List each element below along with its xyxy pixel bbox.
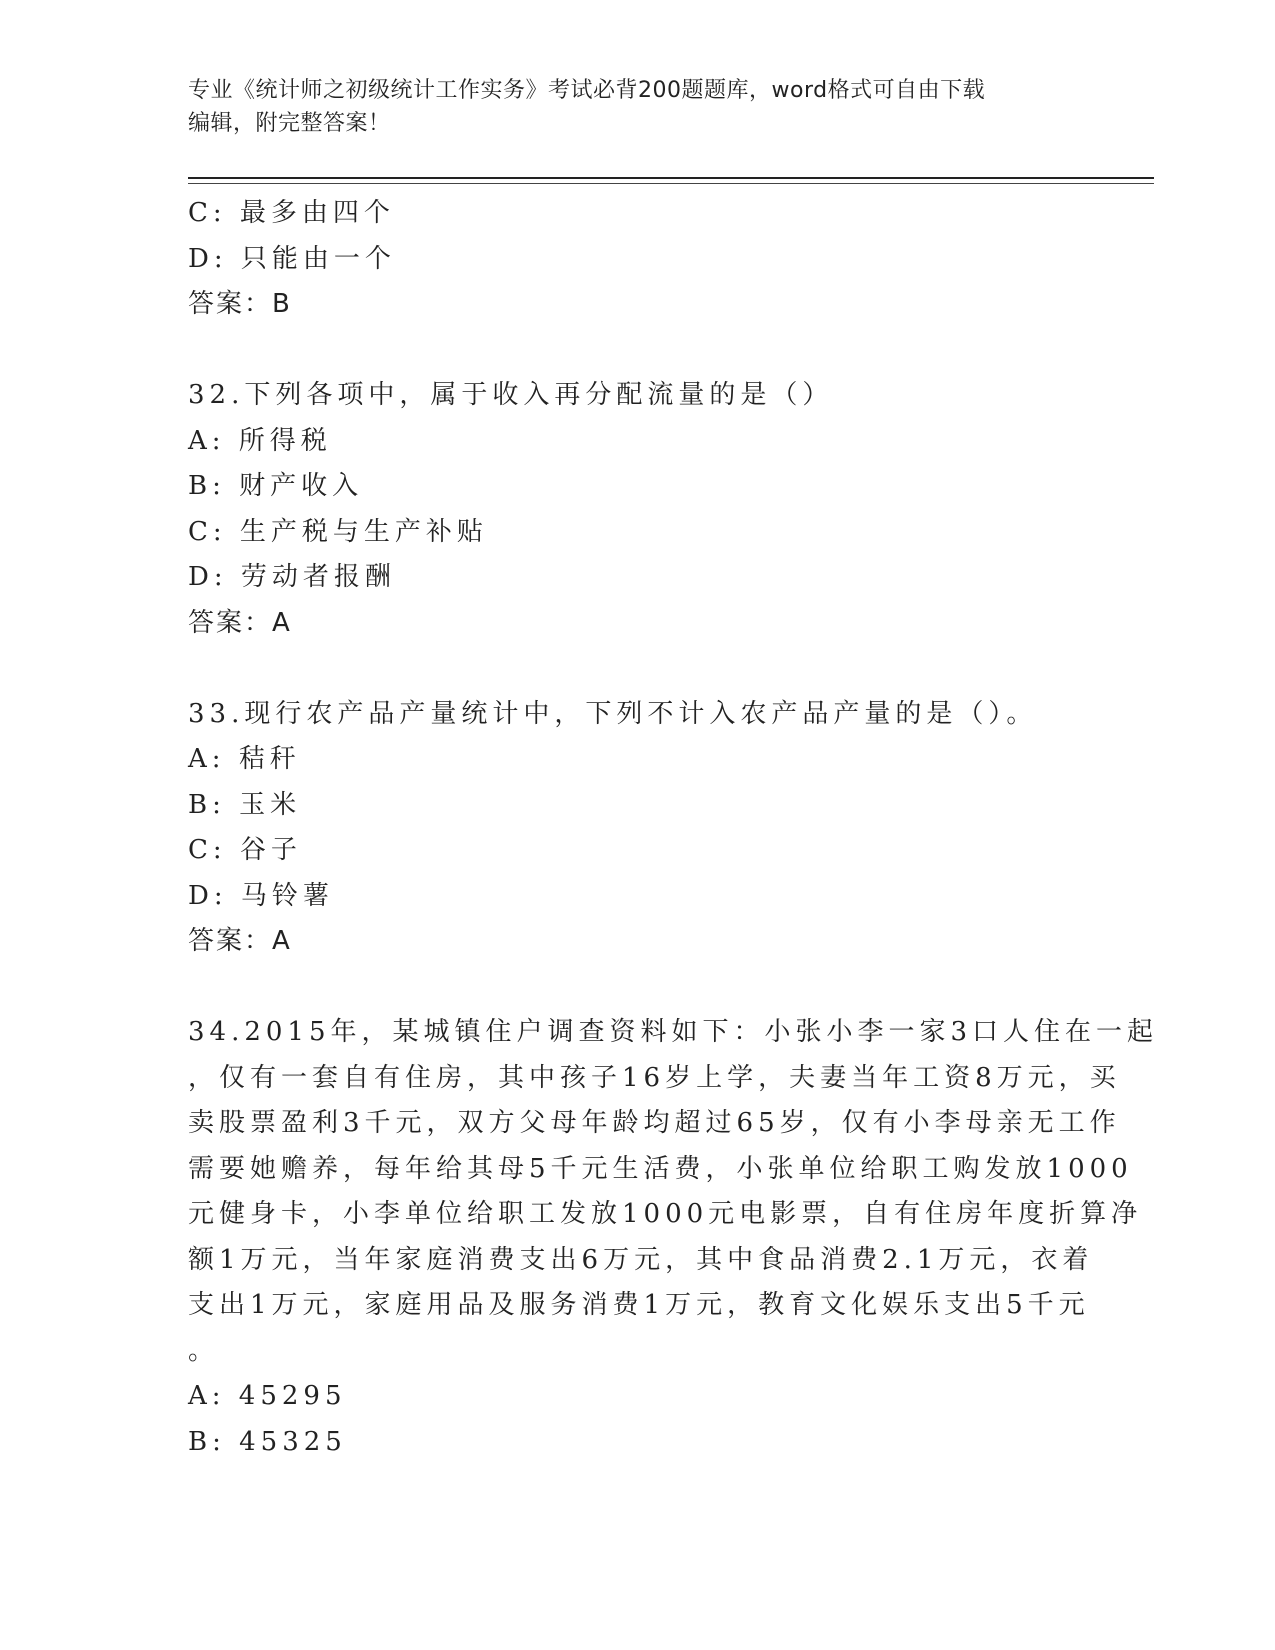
question-content [188,191,1159,1465]
option-a: A: 所得税 [188,425,332,456]
option-b: B: 玉米 [188,789,302,820]
option-c: C: 谷子 [188,835,302,865]
answer: 答案：B [188,289,292,319]
question-text: 32.下列各项中，属于收入再分配流量的是（） [188,380,834,410]
question-text-line: ，仅有一套自有住房，其中孩子16岁上学，夫妻当年工资8万元，买 [188,1062,1121,1093]
question-31-tail [188,191,1088,328]
question-33 [188,692,1088,965]
question-text-line: 需要她赡养，每年给其母5千元生活费，小张单位给职工购发放1000 [188,1153,1133,1184]
option-b: B: 财产收入 [188,471,364,501]
option-b: B: 45325 [188,1426,347,1457]
option-c: C: 生产税与生产补贴 [188,516,488,547]
question-34 [188,1010,1159,1465]
option-a: A: 45295 [188,1381,347,1411]
question-text: 33.现行农产品产量统计中，下列不计入农产品产量的是（）。 [188,698,1038,729]
question-text-line: 。 [188,1335,220,1366]
spacer [188,328,1088,374]
document-header [188,74,1068,140]
question-text-line: 34.2015年，某城镇住户调查资料如下：小张小李一家3口人住在一起 [188,1017,1159,1047]
spacer [188,646,1088,692]
question-text-line: 卖股票盈利3千元，双方父母年龄均超过65岁，仅有小李母亲无工作 [188,1108,1121,1138]
option-d: D: 马铃薯 [188,880,334,911]
question-text-line: 额1万元，当年家庭消费支出6万元，其中食品消费2.1万元，衣着 [188,1244,1094,1275]
question-text-line: 元健身卡，小李单位给职工发放1000元电影票，自有住房年度折算净 [188,1199,1143,1229]
question-32 [188,373,1088,646]
option-c: C: 最多由四个 [188,198,395,228]
answer: 答案：A [188,926,292,956]
option-d: D: 劳动者报酬 [188,562,396,592]
header-rule-thick [188,177,1154,179]
header-line-1: 专业《统计师之初级统计工作实务》考试必背200题题库，word格式可自由下载 [188,78,986,103]
question-text [188,1010,1159,1374]
answer: 答案：A [188,607,292,638]
header-rule-thin [188,183,1154,184]
spacer [188,965,1088,1011]
option-a: A: 秸秆 [188,744,301,774]
question-text-line: 支出1万元，家庭用品及服务消费1万元，教育文化娱乐支出5千元 [188,1290,1090,1320]
header-line-2: 编辑，附完整答案！ [188,111,391,136]
option-d: D: 只能由一个 [188,243,396,274]
